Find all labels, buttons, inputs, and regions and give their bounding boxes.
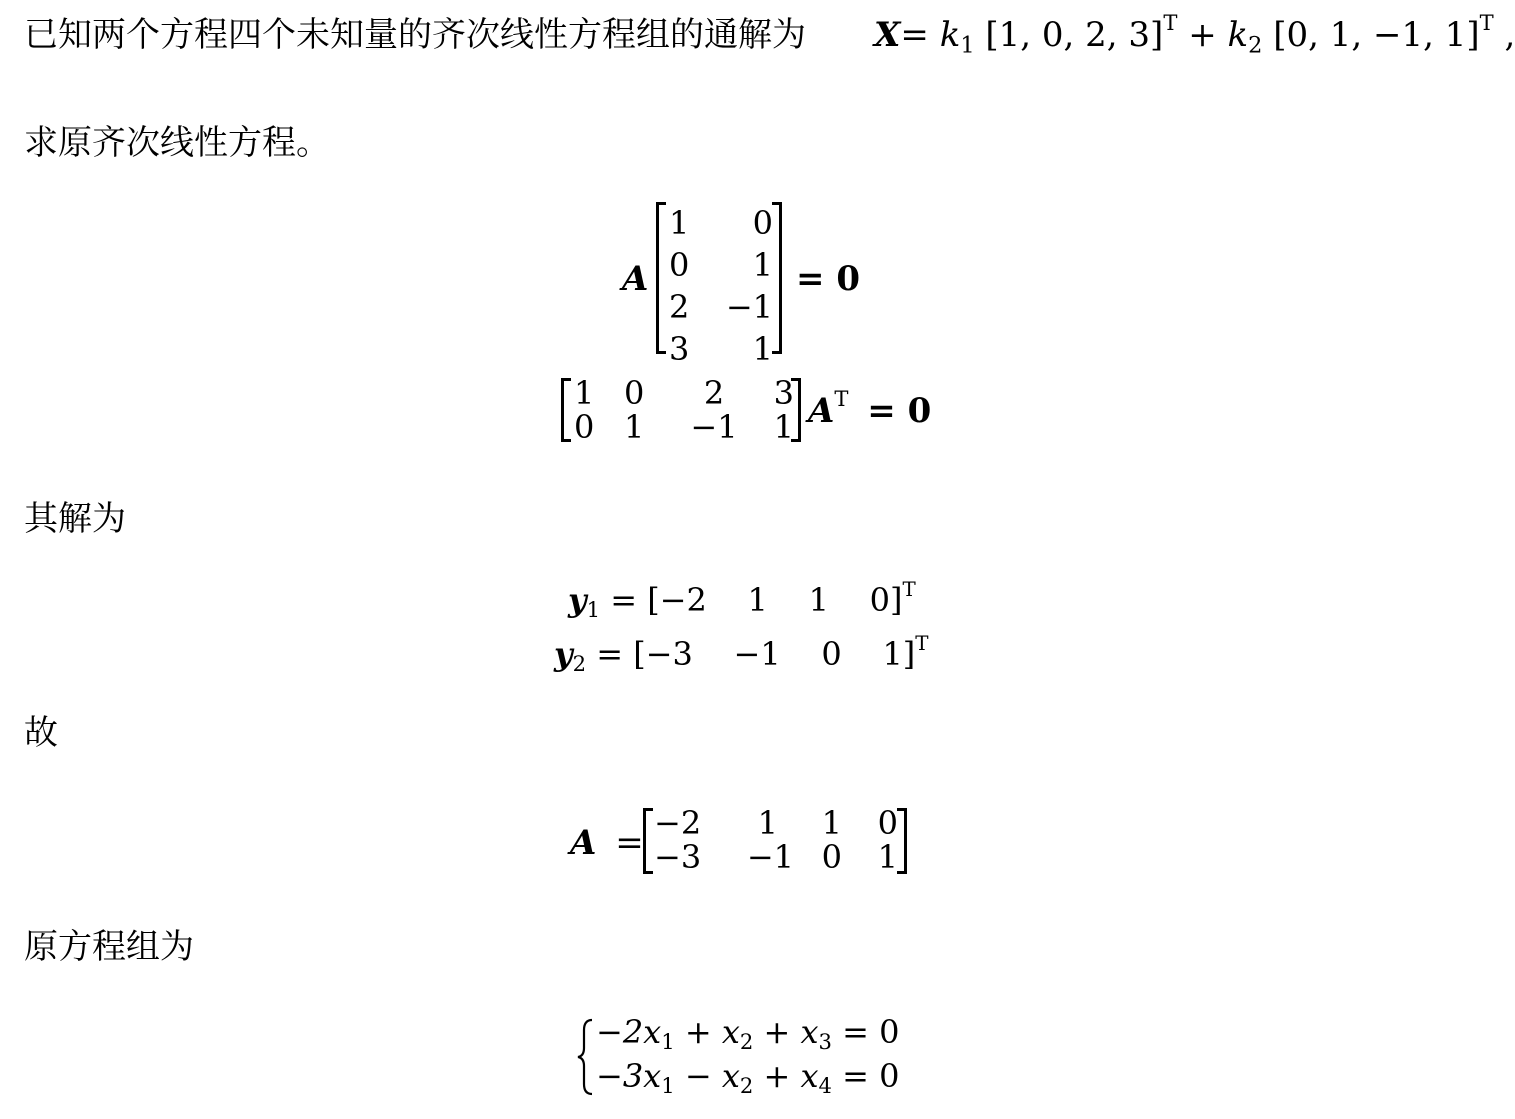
sub: 2 (739, 1028, 754, 1054)
matrix-cell: 0 (752, 204, 773, 242)
matrix-cell: −1 (690, 408, 738, 446)
matrix-cell: 1 (624, 408, 645, 446)
A-row (654, 806, 902, 840)
eq1-row (669, 244, 773, 286)
eq1-rhs: = 0 (796, 259, 860, 299)
intro-line-1 (24, 15, 806, 55)
matrix-cell: 1 (877, 838, 898, 876)
therefore-label: 故 (24, 713, 58, 753)
comma: , (1504, 15, 1515, 55)
eq1-row (669, 202, 773, 244)
var-A: A (570, 823, 597, 863)
sub: 1 (661, 1028, 675, 1054)
eq2-rhs: = 0 (867, 391, 932, 431)
matrix-cell: −3 (654, 838, 702, 876)
matrix-cell: 1 (669, 204, 690, 242)
transpose-mark: T (915, 632, 929, 656)
matrix-cell: 0 (624, 374, 645, 412)
eq1-matrix (656, 202, 782, 368)
var-X: X (874, 15, 901, 55)
A-result-lhs (570, 823, 644, 863)
y1-sub: 1 (586, 596, 601, 622)
matrix-cell: −2 (654, 804, 702, 842)
matrix-cell: 0 (821, 838, 842, 876)
matrix-cell: 3 (773, 374, 794, 412)
A-row (654, 840, 902, 874)
basis-vector-1: [1, 0, 2, 3] (985, 15, 1164, 55)
equals-sign: = (615, 823, 644, 863)
sub: 3 (818, 1028, 832, 1054)
sub: 4 (818, 1072, 832, 1098)
coef-k1: k (939, 15, 961, 55)
system-label: 原方程组为 (24, 927, 194, 967)
matrix-cell: 1 (574, 374, 595, 412)
y2-sub: 2 (572, 650, 587, 676)
eq2-row (574, 410, 794, 444)
transpose-mark: T (902, 578, 916, 602)
eq2-AT (808, 386, 932, 431)
eq1-row (669, 328, 773, 370)
transpose-mark: T (1479, 10, 1494, 36)
intro-line-2: 求原齐次线性方程。 (24, 123, 330, 163)
equals-sign: = (900, 15, 929, 55)
basis-vector-2: [0, 1, −1, 1] (1273, 15, 1480, 55)
term: −3x (596, 1057, 662, 1095)
general-solution (874, 10, 1515, 59)
system-eq-2 (596, 1057, 900, 1098)
eq2-row (574, 376, 794, 410)
transpose-mark: T (1163, 10, 1178, 36)
matrix-cell: −1 (725, 288, 773, 326)
term: + x (674, 1013, 740, 1051)
y2-values: = [−3 −1 0 1] (596, 635, 916, 673)
intro-text: 已知两个方程四个未知量的齐次线性方程组的通解为 (24, 15, 806, 55)
transpose-mark: T (834, 386, 849, 412)
var-y: y (554, 635, 573, 673)
y1-values: = [−2 1 1 0] (610, 581, 903, 619)
matrix-cell: 3 (669, 330, 690, 368)
term: + x (753, 1013, 819, 1051)
var-A: A (808, 391, 835, 431)
matrix-cell: 1 (752, 246, 773, 284)
matrix-A-label: A (622, 259, 649, 299)
rhs: = 0 (831, 1013, 900, 1051)
term: −2x (596, 1013, 662, 1051)
matrix-cell: 1 (773, 408, 794, 446)
matrix-cell: 1 (821, 804, 842, 842)
eq2-matrix (561, 374, 801, 446)
matrix-cell: −1 (746, 838, 794, 876)
system-eq-1 (596, 1013, 900, 1054)
rhs: = 0 (831, 1057, 900, 1095)
plus-sign: + (1188, 15, 1217, 55)
y2-vector (554, 632, 929, 676)
matrix-cell: 0 (877, 804, 898, 842)
matrix-cell: 0 (574, 408, 595, 446)
k2-sub: 2 (1248, 32, 1263, 59)
matrix-cell: 2 (669, 288, 690, 326)
eq1-row (669, 286, 773, 328)
coef-k2: k (1227, 15, 1249, 55)
matrix-cell: 1 (752, 330, 773, 368)
term: + x (753, 1057, 819, 1095)
matrix-cell: 1 (757, 804, 778, 842)
k1-sub: 1 (960, 32, 975, 59)
left-brace-icon (576, 1018, 596, 1096)
term: − x (674, 1057, 740, 1095)
matrix-cell: 0 (669, 246, 690, 284)
sub: 2 (739, 1072, 754, 1098)
y1-vector (568, 578, 916, 622)
A-result-matrix (643, 804, 907, 876)
matrix-cell: 2 (703, 374, 725, 412)
var-y: y (568, 581, 587, 619)
sub: 1 (661, 1072, 675, 1098)
solution-label: 其解为 (24, 499, 126, 539)
